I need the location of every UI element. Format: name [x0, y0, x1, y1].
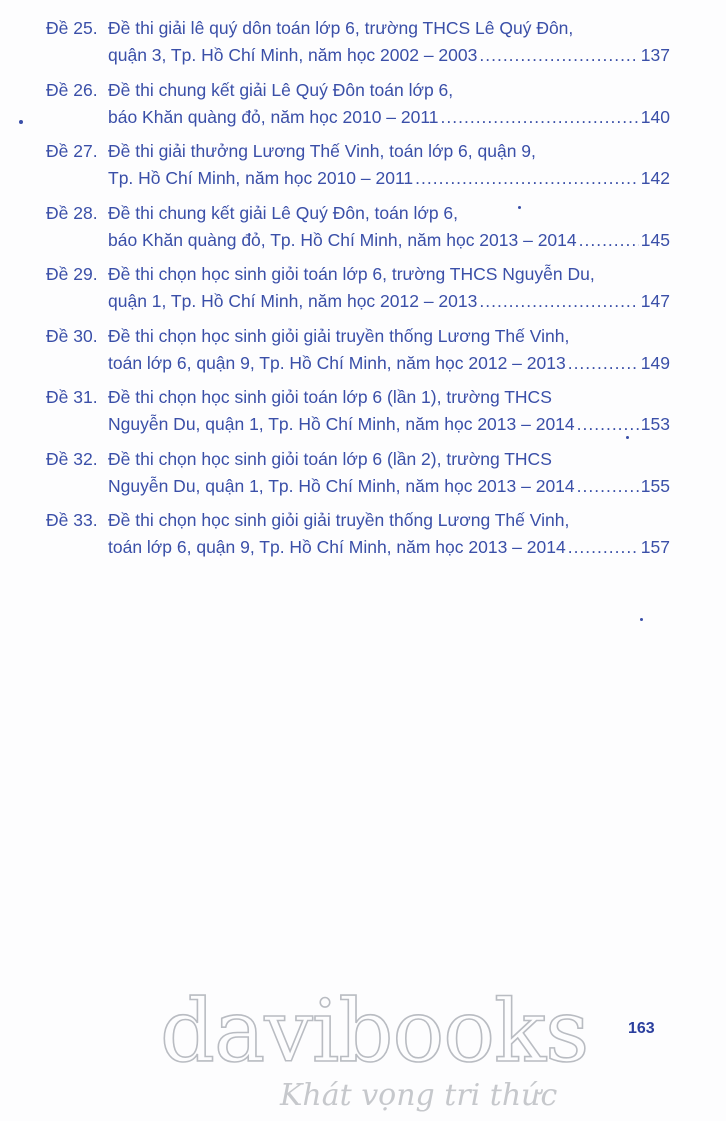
entry-page: 142 [640, 168, 670, 188]
entry-page: 137 [640, 45, 670, 65]
scan-speck [640, 618, 643, 621]
watermark-tagline: Khát vọng tri thức [280, 1078, 558, 1113]
entry-number: Đề 27. [46, 141, 98, 161]
entry-subtitle: Nguyễn Du, quận 1, Tp. Hồ Chí Minh, năm học 2013 – 2014 [108, 414, 575, 434]
scan-speck [19, 120, 23, 124]
toc-entry [46, 500, 670, 562]
entry-title: Đề thi chọn học sinh giỏi toán lớp 6, trường THCS Nguyễn Du, [108, 264, 595, 284]
entry-number: Đề 28. [46, 202, 98, 223]
toc-entry [46, 316, 670, 378]
dot-leader [479, 43, 638, 67]
entry-page: 157 [640, 537, 670, 557]
toc-entry [46, 131, 670, 193]
dot-leader [577, 474, 639, 498]
dot-leader [579, 228, 639, 252]
entry-subtitle: báo Khăn quàng đỏ, Tp. Hồ Chí Minh, năm học 2013 – 2014 [108, 229, 577, 250]
toc-entry [46, 377, 670, 439]
entry-title: Đề thi chung kết giải Lê Quý Đôn, toán lớp 6, [108, 202, 459, 223]
entry-subtitle: toán lớp 6, quận 9, Tp. Hồ Chí Minh, năm học 2013 – 2014 [108, 537, 566, 557]
table-of-contents [46, 8, 670, 562]
entry-title: Đề thi chung kết giải Lê Quý Đôn toán lớp 6, [108, 79, 454, 100]
entry-page: 153 [640, 414, 670, 434]
dot-leader [577, 412, 639, 436]
entry-number: Đề 25. [46, 18, 98, 38]
watermark-logo: davibooks [160, 982, 589, 1082]
entry-title: Đề thi chọn học sinh giỏi toán lớp 6 (lần 1), trường THCS [108, 387, 552, 407]
entry-title: Đề thi chọn học sinh giỏi giải truyền thống Lương Thế Vinh, [108, 325, 570, 346]
entry-subtitle: báo Khăn quàng đỏ, năm học 2010 – 2011 [108, 106, 439, 127]
entry-page: 140 [640, 106, 670, 127]
entry-page: 145 [640, 229, 670, 250]
entry-page: 147 [640, 291, 670, 311]
entry-subtitle: quận 1, Tp. Hồ Chí Minh, năm học 2012 – 2013 [108, 291, 478, 311]
entry-number: Đề 31. [46, 387, 98, 407]
dot-leader [415, 166, 639, 190]
dot-leader [441, 105, 639, 129]
entry-title: Đề thi giải thưởng Lương Thế Vinh, toán lớp 6, quận 9, [108, 141, 536, 161]
toc-entry [46, 439, 670, 501]
entry-subtitle: toán lớp 6, quận 9, Tp. Hồ Chí Minh, năm học 2012 – 2013 [108, 352, 566, 373]
entry-subtitle: quận 3, Tp. Hồ Chí Minh, năm học 2002 – 2003 [108, 45, 478, 65]
entry-number: Đề 29. [46, 264, 98, 284]
scan-speck [626, 436, 629, 439]
entry-subtitle: Nguyễn Du, quận 1, Tp. Hồ Chí Minh, năm học 2013 – 2014 [108, 475, 575, 496]
scan-speck [518, 206, 521, 209]
dot-leader [568, 535, 639, 559]
dot-leader [479, 289, 638, 313]
entry-number: Đề 30. [46, 325, 98, 346]
dot-leader [568, 351, 639, 375]
entry-number: Đề 33. [46, 510, 98, 530]
toc-entry [46, 8, 670, 70]
entry-page: 155 [640, 475, 670, 496]
entry-title: Đề thi chọn học sinh giỏi toán lớp 6 (lần 2), trường THCS [108, 448, 552, 469]
entry-title: Đề thi chọn học sinh giỏi giải truyền thống Lương Thế Vinh, [108, 510, 570, 530]
toc-entry [46, 254, 670, 316]
entry-number: Đề 26. [46, 79, 98, 100]
entry-title: Đề thi giải lê quý dôn toán lớp 6, trường THCS Lê Quý Đôn, [108, 18, 574, 38]
toc-entry [46, 193, 670, 255]
entry-number: Đề 32. [46, 448, 98, 469]
toc-entry [46, 70, 670, 132]
page-number: 163 [628, 1020, 655, 1037]
entry-page: 149 [640, 352, 670, 373]
entry-subtitle: Tp. Hồ Chí Minh, năm học 2010 – 2011 [108, 168, 414, 188]
